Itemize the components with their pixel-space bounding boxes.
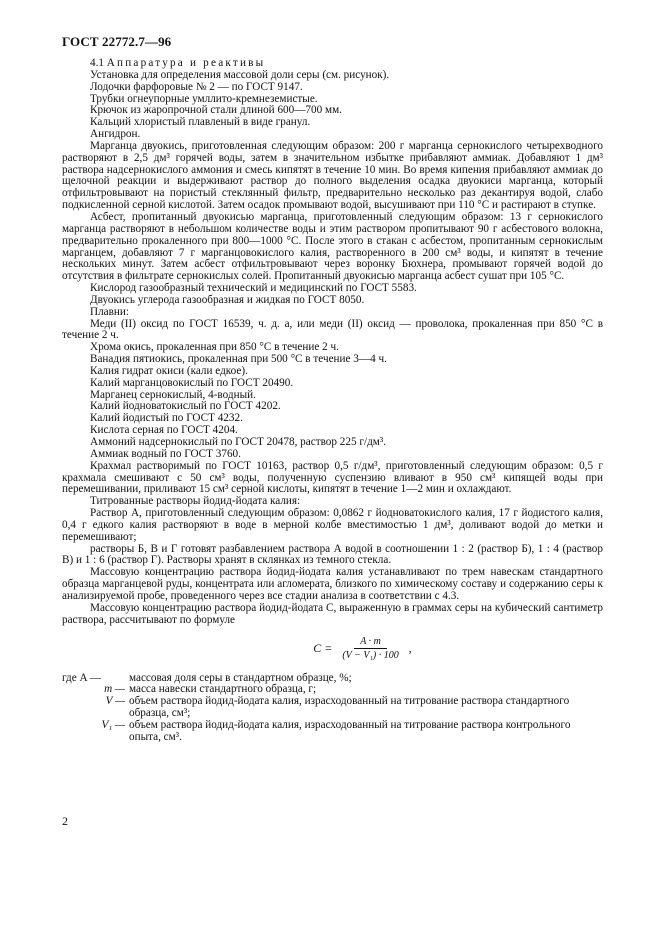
equipment-line: Ангидрон. <box>90 128 141 141</box>
reagent-line: Меди (II) оксид по ГОСТ 16539, ч. д. а, или меди (II) оксид — проволока, прокаленная при 850 °С в течение 2 ч. <box>62 317 603 342</box>
equipment-line: Крючок из жаропрочной стали длиной 600—700 мм. <box>90 104 342 117</box>
variable-definition: масса навески стандартного образца, г; <box>129 683 317 696</box>
reagent-line: Калий йодистый по ГОСТ 4232. <box>90 412 243 425</box>
section-number: 4.1 <box>90 57 104 69</box>
paragraph-manganese-dioxide: Марганца двуокись, приготовленная следующим образом: 200 г марганца сернокислого четырехводного растворяют в 2,5 дм³ горячей воды, затем в значительном избытке прибавляют аммиак. Добавляют 1 дм³ раствора надсернокислого аммония и смесь кипятят в течение 10 мин. Во время кипения прибавляют аммиак до щелочной реакции и выдерживают раствор до полного выделения осадка двуокиси марганца, который отфильтровывают на пористый стеклянный фильтр, предварительно несколько раз декантируя водой, слабо подкисленной серной кислотой. Затем осадок промывают водой, высушивают при 110 °С и растирают в ступке. <box>62 139 603 212</box>
equipment-line: Кальций хлористый плавленый в виде гранул. <box>90 116 311 129</box>
paragraph-calculation: Массовую концентрацию раствора йодид-йодата С, выраженную в граммах серы на кубический сантиметр раствора, рассчитывают по формуле <box>62 601 603 626</box>
reagent-line: Хрома окись, прокаленная при 850 °С в течение 2 ч. <box>90 341 339 354</box>
reagent-line: Плавни: <box>90 305 129 318</box>
paragraph-mass-concentration: Массовую концентрацию раствора йодид-йодата калия устанавливают по трем навескам стандартного образца марганцевой руды, концентрата или агломерата, близкого по химическому составу и содержанию серы к анализируемой пробе, проведенного через все стадии анализа в соответствии с 4.3. <box>62 566 603 602</box>
formula-fraction <box>336 636 404 661</box>
equipment-line: Трубки огнеупорные умллито-кремнеземистые. <box>90 92 318 105</box>
reagent-line: Аммиак водный по ГОСТ 3760. <box>90 447 241 460</box>
variable-symbol: V₁ — <box>101 718 125 731</box>
variable-definitions <box>62 673 603 744</box>
reagent-line: Двуокись углерода газообразная и жидкая по ГОСТ 8050. <box>90 293 365 306</box>
paragraph-solutions-bvg: растворы Б, В и Г готовят разбавлением раствора А водой в соотношении 1 : 2 (раствор Б), 1 : 4 (раствор В) и 1 : 6 (раствор Г). Растворы хранят в склянках из темного стекла. <box>62 542 603 567</box>
formula-tail: , <box>408 640 412 655</box>
formula-lhs: C = <box>313 640 333 655</box>
variable-definition: массовая доля серы в стандартном образце, %; <box>129 671 352 684</box>
paragraph-titrated-solutions: Титрованные растворы йодид-йодата калия: <box>90 495 301 508</box>
equipment-line: Установка для определения массовой доли серы (см. рисунок). <box>90 68 390 81</box>
variable-symbol: где A — <box>62 671 101 684</box>
page-number: 2 <box>62 814 68 828</box>
formula <box>122 635 603 663</box>
reagent-line: Кислота серная по ГОСТ 4204. <box>90 424 238 437</box>
equipment-line: Лодочки фарфоровые № 2 — по ГОСТ 9147. <box>90 80 303 93</box>
paragraph-asbestos: Асбест, пропитанный двуокисью марганца, приготовленный следующим образом: 13 г сернокислого марганца растворяют в небольшом количестве воды и этим раствором пропитывают 90 г асбестового волокна, предварительно прокаленного при 800—1000 °С. После этого в стакан с асбестом, пропитанным сернокислым марганцем, добавляют 7 г марганцовокислого калия, растворенного в 200 см³ воды, и кипятят в течение нескольких минут. Затем асбест отфильтровывают через воронку Бюхнера, промывают горячей водой до отсутствия в фильтрате сернокислых солей. Пропитанный двуокисью марганца асбест сушат при 105 °С. <box>62 210 603 283</box>
reagent-line: Калий марганцовокислый по ГОСТ 20490. <box>90 376 294 389</box>
formula-numerator: A · m <box>354 636 387 649</box>
reagent-line: Калия гидрат окиси (кали едкое). <box>90 364 248 377</box>
paragraph-starch: Крахмал растворимый по ГОСТ 10163, раствор 0,5 г/дм³, приготовленный следующим образом: 0,5 г крахмала смешивают с 50 см³ воды, полученную суспензию вливают в 950 см³ кипящей воды при перемешивании, приливают 15 см³ серной кислоты, кипятят в течение 1—2 мин и охлаждают. <box>62 459 603 496</box>
variable-definition: объем раствора йодид-йодата калия, израсходованный на титрование раствора контрольного опыта, см³. <box>129 718 571 743</box>
reagent-line: Ванадия пятиокись, прокаленная при 500 °С в течение 3—4 ч. <box>90 353 387 366</box>
section-title: Аппаратура и реактивы <box>106 57 266 69</box>
reagent-line: Марганец сернокислый, 4-водный. <box>90 388 256 401</box>
reagent-line: Аммоний надсернокислый по ГОСТ 20478, раствор 225 г/дм³. <box>90 436 386 448</box>
standard-header: ГОСТ 22772.7—96 <box>62 34 172 49</box>
reagent-line: Калий йодноватокислый по ГОСТ 4202. <box>90 400 281 413</box>
variable-symbol: m — <box>104 683 125 696</box>
document-body <box>62 58 603 744</box>
paragraph-solution-a: Раствор А, приготовленный следующим образом: 0,0862 г йодноватокислого калия, 17 г йодистого калия, 0,4 г едкого калия растворяют в воде в мерной колбе вместимостью 1 дм³, доливают водой до метки и перемешивают; <box>62 507 603 543</box>
variable-symbol: V — <box>105 695 125 708</box>
variable-definition: объем раствора йодид-йодата калия, израсходованный на титрование раствора стандартного образца, см³; <box>129 695 570 720</box>
reagent-line: Кислород газообразный технический и медицинский по ГОСТ 5583. <box>90 282 417 295</box>
formula-denominator: (V − V₁) · 100 <box>342 650 399 661</box>
